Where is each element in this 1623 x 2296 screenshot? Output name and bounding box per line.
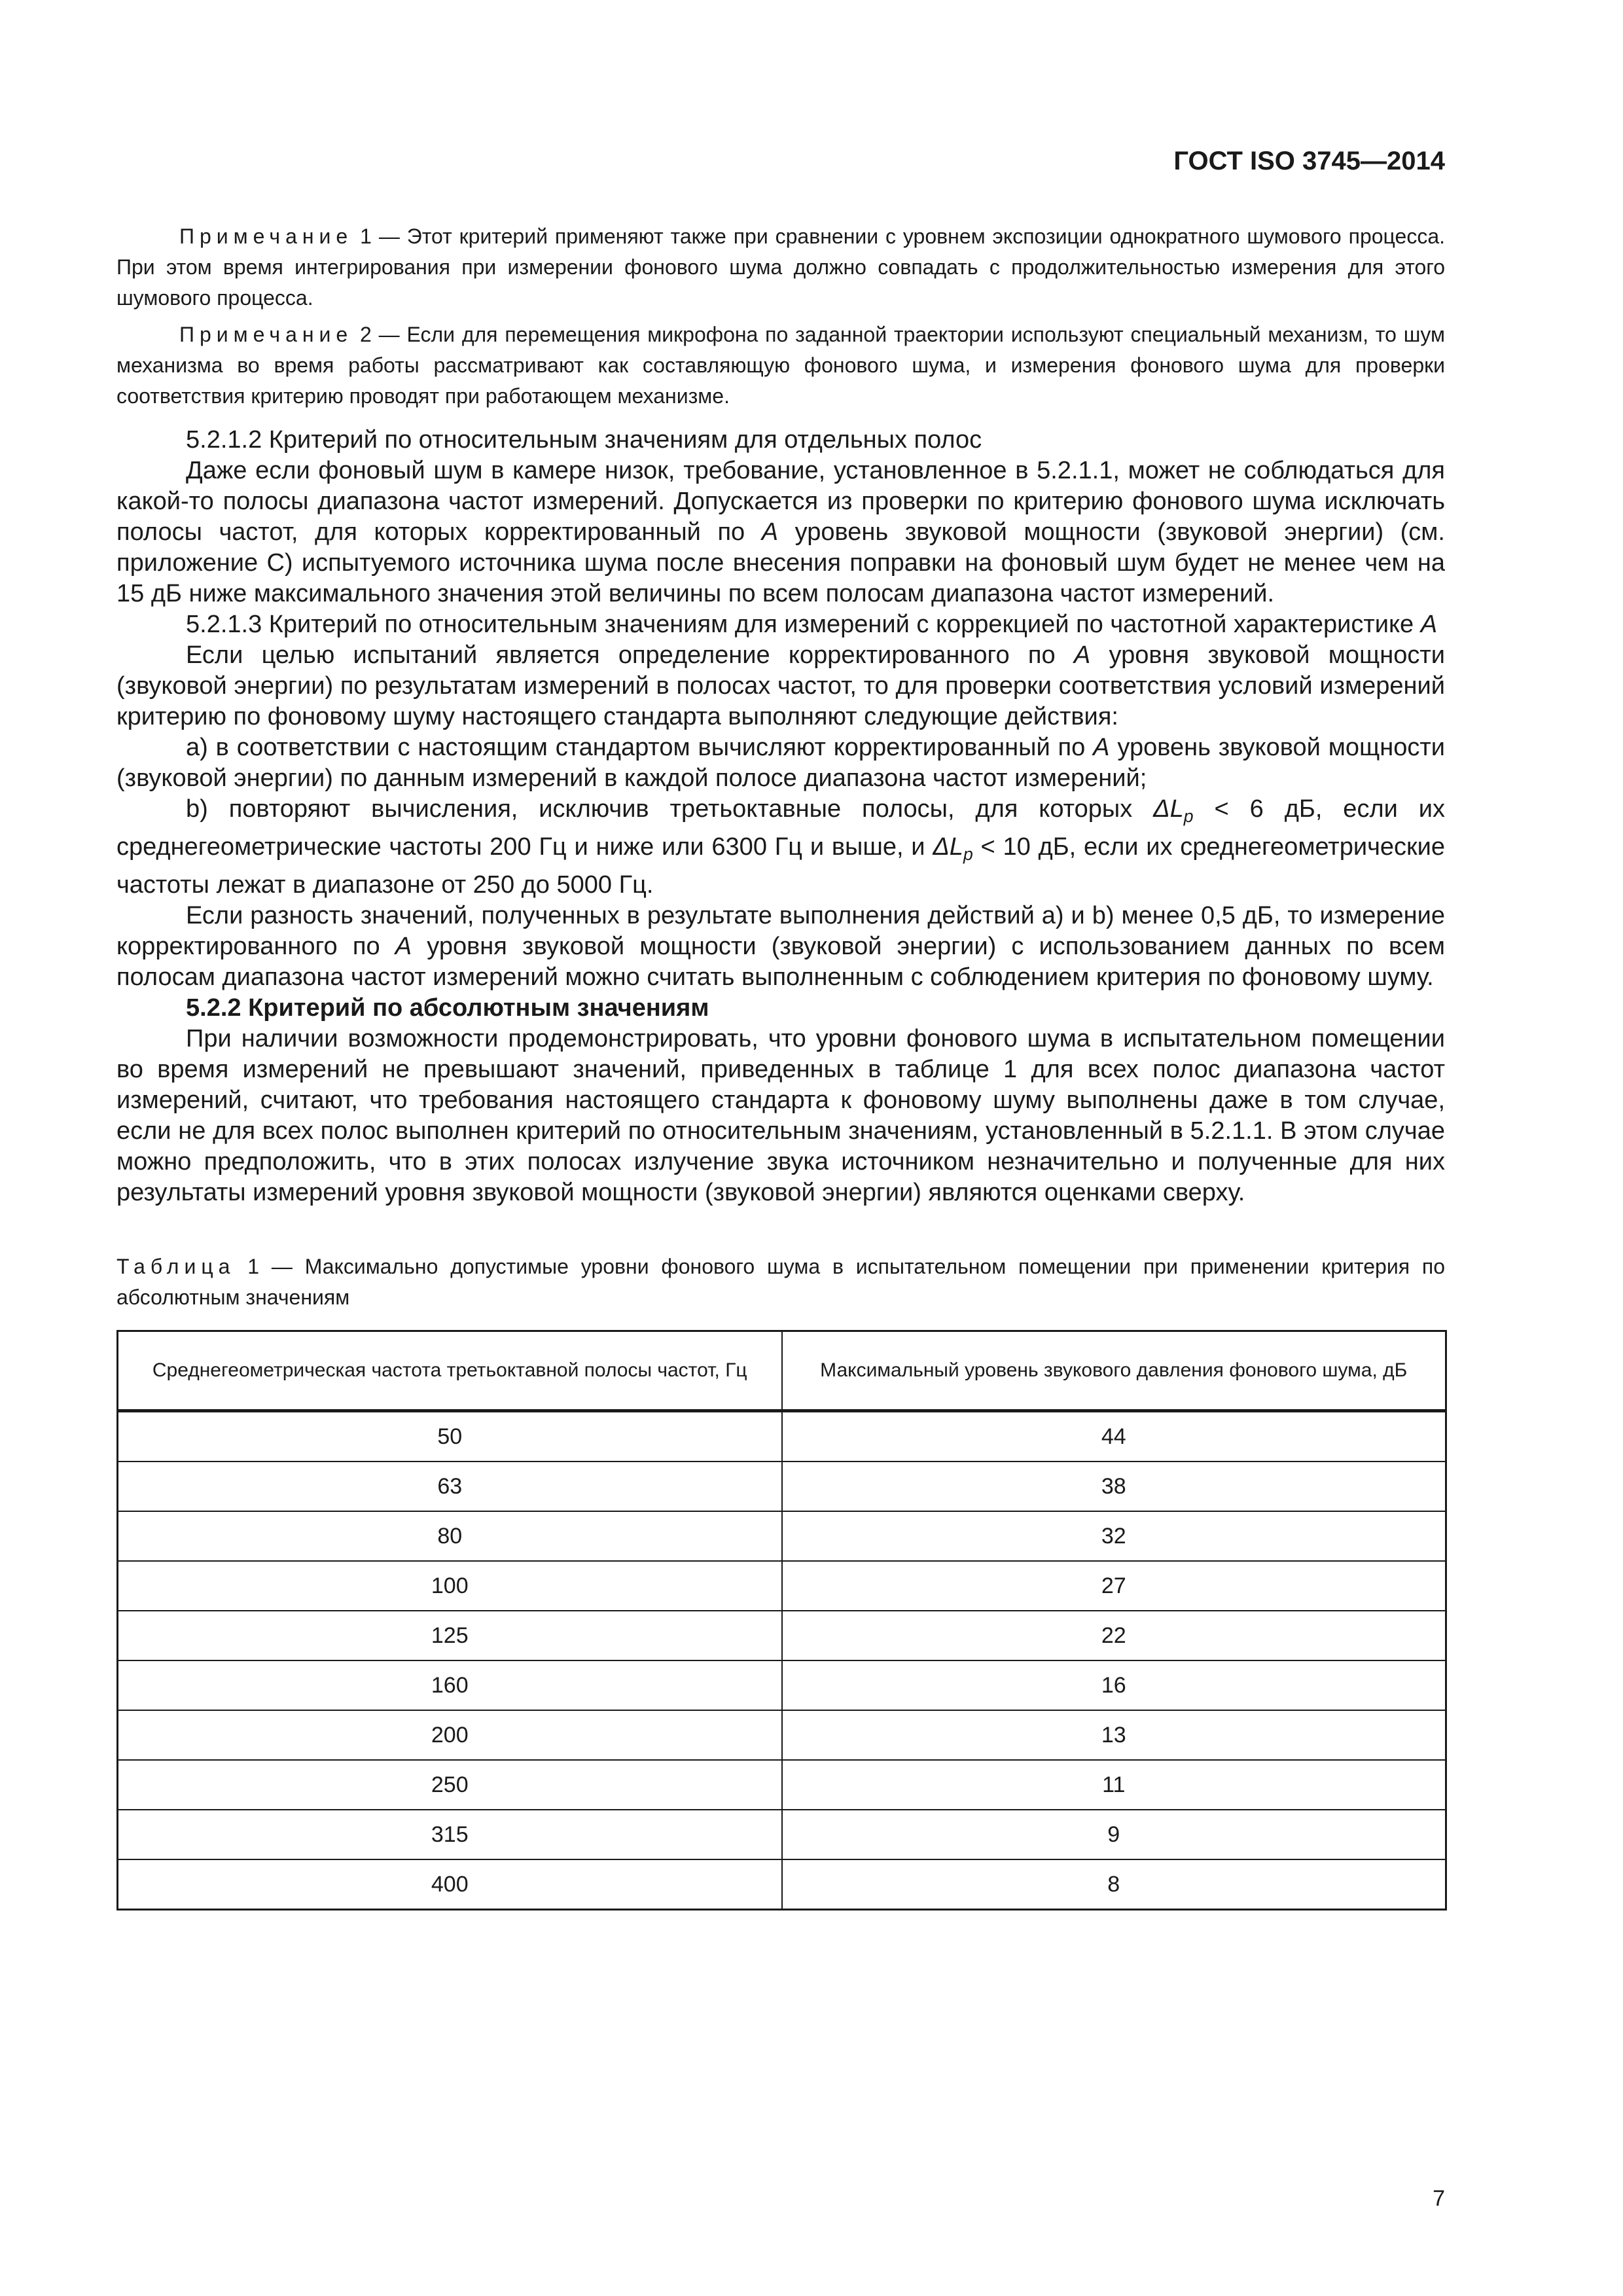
- table-body: [118, 1411, 1446, 1910]
- section-5-2-1-3-conclusion: [116, 901, 1445, 993]
- table-row: [118, 1859, 1446, 1910]
- text-run: уровня звуковой мощности (звуковой энергии) по результатам измерений в полосах частот, то для проверки соответствия условий измерений критерию по фоновому шуму настоящего стандарта выполняют следующие действия:: [116, 641, 1445, 730]
- list-item-b: [116, 794, 1445, 901]
- frequency-cell: 80: [118, 1511, 782, 1561]
- table-row: [118, 1810, 1446, 1859]
- table-row: [118, 1611, 1446, 1660]
- text-run: Если целью испытаний является определение корректированного по: [186, 641, 1074, 669]
- text-run: b) повторяют вычисления, исключив третьоктавные полосы, для которых: [186, 795, 1154, 823]
- table-row: [118, 1411, 1446, 1462]
- italic-a: А: [1420, 611, 1438, 638]
- section-5-2-1-2-title: 5.2.1.2 Критерий по относительным значениям для отдельных полос: [186, 426, 982, 454]
- list-item-a: [116, 732, 1445, 794]
- frequency-cell: 50: [118, 1411, 782, 1462]
- frequency-cell: 100: [118, 1561, 782, 1611]
- table-row: [118, 1760, 1446, 1810]
- max-level-cell: 32: [782, 1511, 1446, 1561]
- subscript-p: p: [963, 844, 973, 864]
- note-lead: Примечание: [179, 323, 353, 346]
- max-level-cell: 44: [782, 1411, 1446, 1462]
- max-level-cell: 27: [782, 1561, 1446, 1611]
- table-header-row: [118, 1331, 1446, 1411]
- max-level-cell: 38: [782, 1462, 1446, 1511]
- caption-lead: Таблица: [116, 1255, 236, 1278]
- note-text: 1 — Этот критерий применяют также при сравнении с уровнем экспозиции однократного шумового процесса. При этом время интегрирования при измерении фонового шума должно совпадать с продолжительностью измерения для этого шумового процесса.: [116, 224, 1445, 310]
- frequency-cell: 160: [118, 1660, 782, 1710]
- delta-lp-symbol: [1153, 795, 1194, 826]
- table-row: [118, 1561, 1446, 1611]
- table-row: [118, 1710, 1446, 1760]
- max-level-cell: 9: [782, 1810, 1446, 1859]
- text-run: уровень звуковой мощности (звуковой энергии) (см. приложение С) испытуемого источника шума после внесения поправки на фоновый шум будет не менее чем на 15 дБ ниже максимального значения этой величины по всем полосам диапазона частот измерений.: [116, 518, 1445, 607]
- section-5-2-2-title: 5.2.2 Критерий по абсолютным значениям: [186, 994, 709, 1022]
- subscript-p: p: [1183, 806, 1194, 826]
- frequency-cell: 125: [118, 1611, 782, 1660]
- text-run: 5.2.1.3 Критерий по относительным значениям для измерений с коррекцией по частотной характеристике: [186, 611, 1421, 638]
- italic-a: А: [761, 518, 779, 546]
- frequency-cell: 400: [118, 1859, 782, 1910]
- note-1: [116, 221, 1445, 314]
- table-row: [118, 1511, 1446, 1561]
- caption-text: 1 — Максимально допустимые уровни фонового шума в испытательном помещении при применении критерия по абсолютным значениям: [116, 1255, 1445, 1309]
- page-content: [116, 221, 1445, 1910]
- italic-a: А: [395, 933, 412, 960]
- italic-a: А: [1093, 734, 1110, 761]
- text-run: < 6 дБ, если их среднегеометрические частоты 200 Гц и ниже или 6300 Гц и выше, и: [116, 795, 1446, 861]
- section-5-2-1-3-paragraph: [116, 640, 1445, 732]
- document-code-header: ГОСТ ISO 3745—2014: [1173, 147, 1445, 175]
- text-run: Даже если фоновый шум в камере низок, требование, установленное в 5.2.1.1, может не соблюдаться для какой-то полосы диапазона частот измерений. Допускается из проверки по критерию фонового шума исключать полосы частот, для которых корректированный по: [116, 457, 1445, 546]
- table-row: [118, 1660, 1446, 1710]
- column-header-max-level: Максимальный уровень звукового давления фонового шума, дБ: [782, 1331, 1446, 1411]
- note-lead: Примечание: [179, 224, 353, 248]
- section-5-2-1-3-title: [116, 609, 1445, 640]
- section-5-2-1-2-paragraph: [116, 456, 1445, 609]
- note-text: 2 — Если для перемещения микрофона по заданной траектории используют специальный механизм, то шум механизма во время работы рассматривают как составляющую фонового шума, и измерения фонового шума для проверки соответствия критерию проводят при работающем механизме.: [116, 323, 1445, 408]
- max-level-cell: 22: [782, 1611, 1446, 1660]
- column-header-frequency: Среднегеометрическая частота третьоктавной полосы частот, Гц: [118, 1331, 782, 1411]
- text-run: < 10 дБ, если их среднегеометрические частоты лежат в диапазоне от 250 до 5000 Гц.: [116, 833, 1445, 899]
- text-run: уровня звуковой мощности (звуковой энергии) с использованием данных по всем полосам диапазона частот измерений можно считать выполненным с соблюдением критерия по фоновому шуму.: [116, 933, 1445, 991]
- table-1: [116, 1330, 1447, 1910]
- frequency-cell: 250: [118, 1760, 782, 1810]
- delta-l: ΔL: [1153, 795, 1184, 823]
- max-level-cell: 13: [782, 1710, 1446, 1760]
- max-level-cell: 16: [782, 1660, 1446, 1710]
- page-number: 7: [1433, 2186, 1445, 2211]
- frequency-cell: 315: [118, 1810, 782, 1859]
- delta-lp-symbol: [933, 833, 973, 864]
- delta-l: ΔL: [933, 833, 963, 861]
- text-run: Если разность значений, полученных в результате выполнения действий a) и b) менее 0,5 дБ, то измерение корректированного по: [116, 902, 1445, 960]
- note-2: [116, 319, 1445, 412]
- text-run: a) в соответствии с настоящим стандартом вычисляют корректированный по: [186, 734, 1094, 761]
- section-5-2-2-paragraph: При наличии возможности продемонстрировать, что уровни фонового шума в испытательном помещении во время измерений не превышают значений, приведенных в таблице 1 для всех полос диапазона частот измерений, считают, что требования настоящего стандарта к фоновому шуму выполнены даже в том случае, если не для всех полос выполнен критерий по относительным значениям, установленный в 5.2.1.1. В этом случае можно предположить, что в этих полосах излучение звука источником незначительно и полученные для них результаты измерений уровня звуковой мощности (звуковой энергии) являются оценками сверху.: [116, 1025, 1445, 1206]
- table-1-caption: [116, 1251, 1445, 1313]
- frequency-cell: 63: [118, 1462, 782, 1511]
- italic-a: А: [1073, 641, 1091, 669]
- frequency-cell: 200: [118, 1710, 782, 1760]
- text-run: уровень звуковой мощности (звуковой энергии) по данным измерений в каждой полосе диапазона частот измерений;: [116, 734, 1446, 792]
- table-row: [118, 1462, 1446, 1511]
- max-level-cell: 11: [782, 1760, 1446, 1810]
- max-level-cell: 8: [782, 1859, 1446, 1910]
